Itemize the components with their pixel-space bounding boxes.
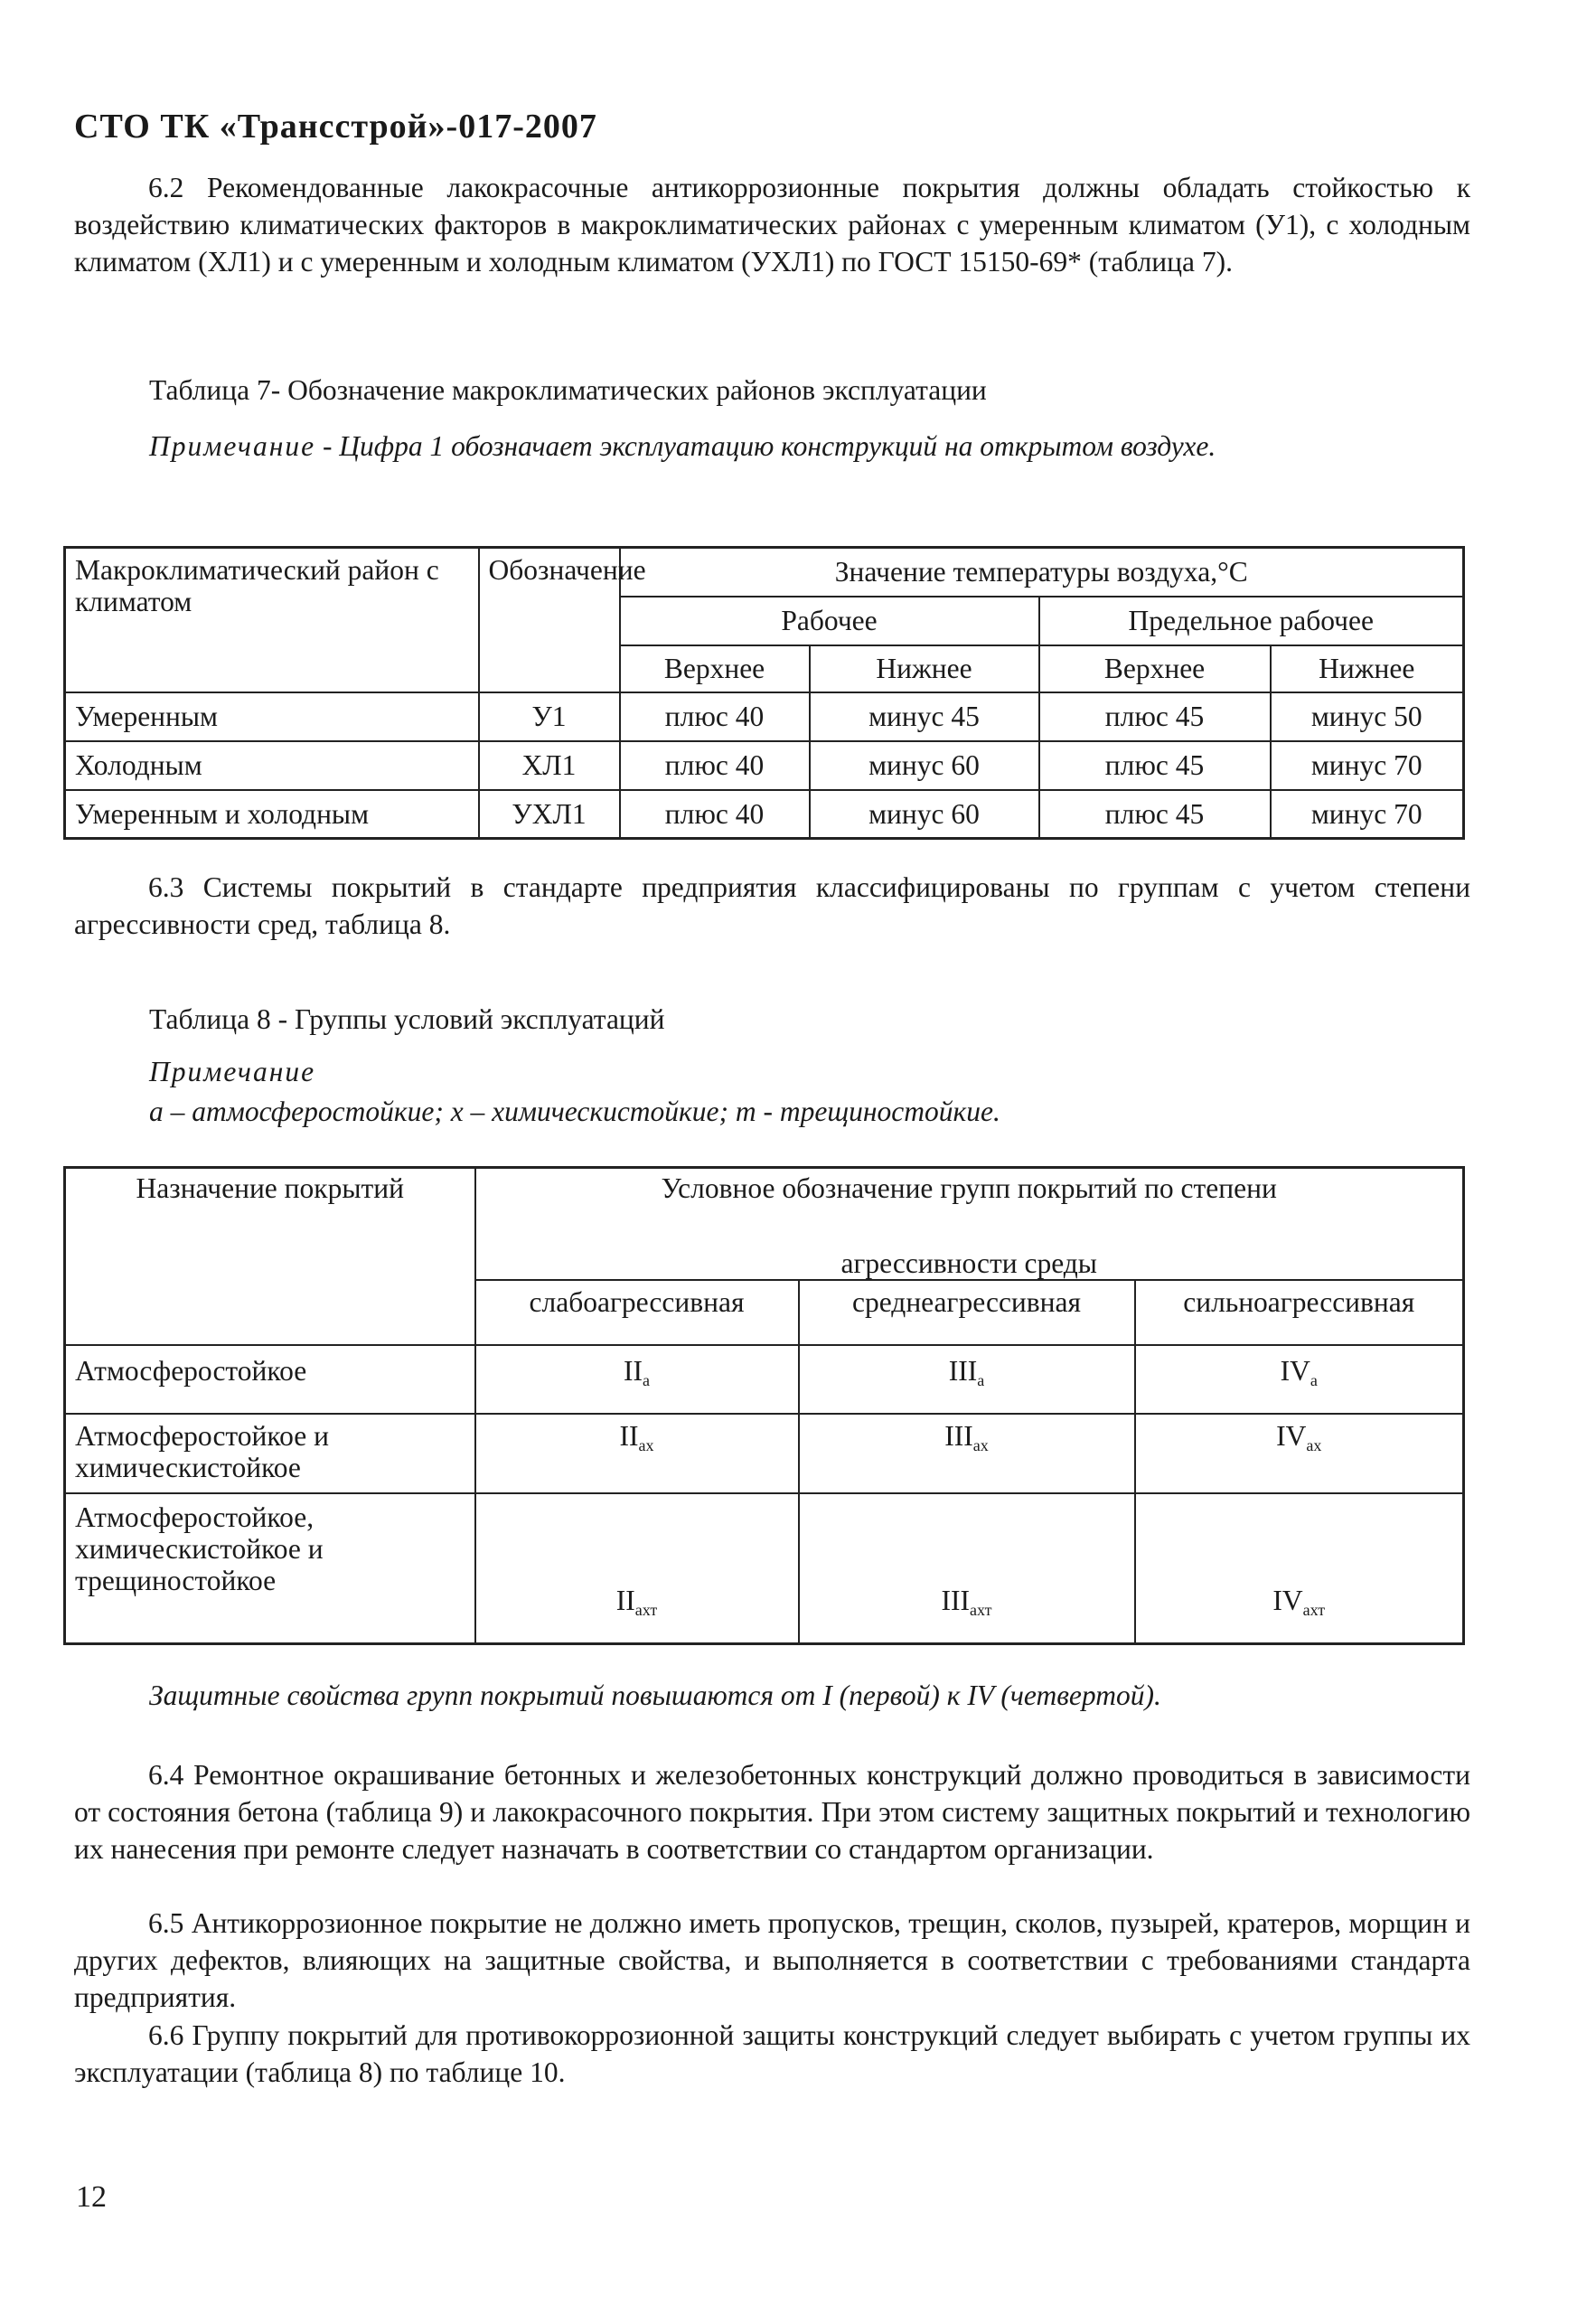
table8-caption: Таблица 8 - Группы условий эксплуатаций — [149, 1003, 665, 1035]
t7-head-limit-upper: Верхнее — [1039, 645, 1271, 692]
t7-code: УХЛ1 — [479, 790, 620, 839]
t7-limit-upper: плюс 45 — [1039, 790, 1271, 839]
t8-head-group — [475, 1168, 1464, 1281]
table-row — [65, 1345, 1464, 1414]
t7-working-upper: плюс 40 — [620, 692, 810, 741]
document-header: СТО ТК «Трансстрой»-017-2007 — [74, 108, 597, 146]
t8-strong: $IV_а$ — [1135, 1345, 1464, 1414]
table-row — [65, 1493, 1464, 1643]
table-row — [65, 790, 1464, 839]
table8-footnote: Защитные свойства групп покрытий повышаются от I (первой) к IV (четвертой). — [149, 1679, 1161, 1711]
t7-region: Холодным — [65, 741, 479, 790]
t7-head-limit-lower: Нижнее — [1271, 645, 1464, 692]
t8-strong: $IV_{ах}$ — [1135, 1414, 1464, 1493]
table8-note-label: Примечание — [149, 1056, 316, 1087]
table8-note-text: а – атмосферостойкие; х – химическистойкие; т - трещиностойкие. — [149, 1096, 1000, 1127]
t8-purpose: Атмосферостойкое, химическистойкое и трещиностойкое — [65, 1493, 475, 1643]
table-7 — [63, 546, 1465, 840]
t7-limit-upper: плюс 45 — [1039, 692, 1271, 741]
paragraph-6-2: 6.2 Рекомендованные лакокрасочные антикоррозионные покрытия должны обладать стойкостью к воздействию климатических факторов в макроклиматических районах с умеренным климатом (У1), с холодным климатом (ХЛ1) и с умеренным и холодным климатом (УХЛ1) по ГОСТ 15150-69* (таблица 7). — [74, 172, 1470, 278]
table-row — [65, 741, 1464, 790]
t8-weak: $II_{ахт}$ — [475, 1493, 799, 1643]
t8-weak: $II_{ах}$ — [475, 1414, 799, 1493]
t8-head-group-line1: Условное обозначение групп покрытий по степени — [661, 1172, 1277, 1204]
t8-medium: $III_а$ — [799, 1345, 1135, 1414]
t8-head-strong: сильноагрессивная — [1135, 1280, 1464, 1345]
paragraph-6-3: 6.3 Системы покрытий в стандарте предприятия классифицированы по группам с учетом степени агрессивности сред, таблица 8. — [74, 871, 1470, 940]
t7-head-working-upper: Верхнее — [620, 645, 810, 692]
t7-limit-upper: плюс 45 — [1039, 741, 1271, 790]
table-row — [65, 1414, 1464, 1493]
page-number: 12 — [76, 2180, 107, 2214]
table8-note-label-line — [149, 1056, 315, 1088]
t8-medium: $III_{ахт}$ — [799, 1493, 1135, 1643]
table7-note-label: Примечание — [149, 430, 316, 462]
t7-limit-lower: минус 70 — [1271, 741, 1464, 790]
t7-working-lower: минус 45 — [810, 692, 1039, 741]
t7-limit-lower: минус 70 — [1271, 790, 1464, 839]
paragraph-6-5: 6.5 Антикоррозионное покрытие не должно иметь пропусков, трещин, сколов, пузырей, кратеров, морщин и других дефектов, влияющих на защитные свойства, и выполняется в соответствии с требованиями стандарта предприятия. — [74, 1907, 1470, 2013]
t7-limit-lower: минус 50 — [1271, 692, 1464, 741]
t7-head-working: Рабочее — [620, 597, 1039, 645]
table-row — [65, 692, 1464, 741]
table7-note-text: - Цифра 1 обозначает эксплуатацию конструкций на открытом воздухе. — [315, 430, 1216, 462]
t7-working-lower: минус 60 — [810, 790, 1039, 839]
t8-medium: $III_{ах}$ — [799, 1414, 1135, 1493]
t8-weak: $II_а$ — [475, 1345, 799, 1414]
t7-working-upper: плюс 40 — [620, 741, 810, 790]
table7-caption: Таблица 7- Обозначение макроклиматических районов эксплуатации — [149, 374, 987, 406]
paragraph-6-4: 6.4 Ремонтное окрашивание бетонных и железобетонных конструкций должно проводиться в зависимости от состояния бетона (таблица 9) и лакокрасочного покрытия. При этом систему защитных покрытий и технологию их нанесения при ремонте следует назначать в соответствии со стандартом организации. — [74, 1759, 1470, 1865]
t8-head-medium: среднеагрессивная — [799, 1280, 1135, 1345]
t7-code: У1 — [479, 692, 620, 741]
t7-region: Умеренным и холодным — [65, 790, 479, 839]
table-8 — [63, 1166, 1465, 1645]
t7-head-limit: Предельное рабочее — [1039, 597, 1464, 645]
t7-working-upper: плюс 40 — [620, 790, 810, 839]
t8-purpose: Атмосферостойкое и химическистойкое — [65, 1414, 475, 1493]
t7-head-temp: Значение температуры воздуха,°С — [620, 548, 1464, 597]
t8-head-purpose: Назначение покрытий — [65, 1168, 475, 1346]
t7-working-lower: минус 60 — [810, 741, 1039, 790]
t7-head-region: Макроклиматический район с климатом — [65, 548, 479, 692]
table7-note — [149, 430, 1216, 463]
t7-head-working-lower: Нижнее — [810, 645, 1039, 692]
t8-head-weak: слабоагрессивная — [475, 1280, 799, 1345]
t8-head-group-line2: агрессивности среды — [840, 1247, 1097, 1279]
t7-head-designation: Обозначение — [479, 548, 620, 692]
paragraph-6-6: 6.6 Группу покрытий для противокоррозионной защиты конструкций следует выбирать с учетом группы их эксплуатации (таблица 8) по таблице 10. — [74, 2019, 1470, 2088]
t7-code: ХЛ1 — [479, 741, 620, 790]
t8-strong: $IV_{ахт}$ — [1135, 1493, 1464, 1643]
t7-region: Умеренным — [65, 692, 479, 741]
t8-purpose: Атмосферостойкое — [65, 1345, 475, 1414]
